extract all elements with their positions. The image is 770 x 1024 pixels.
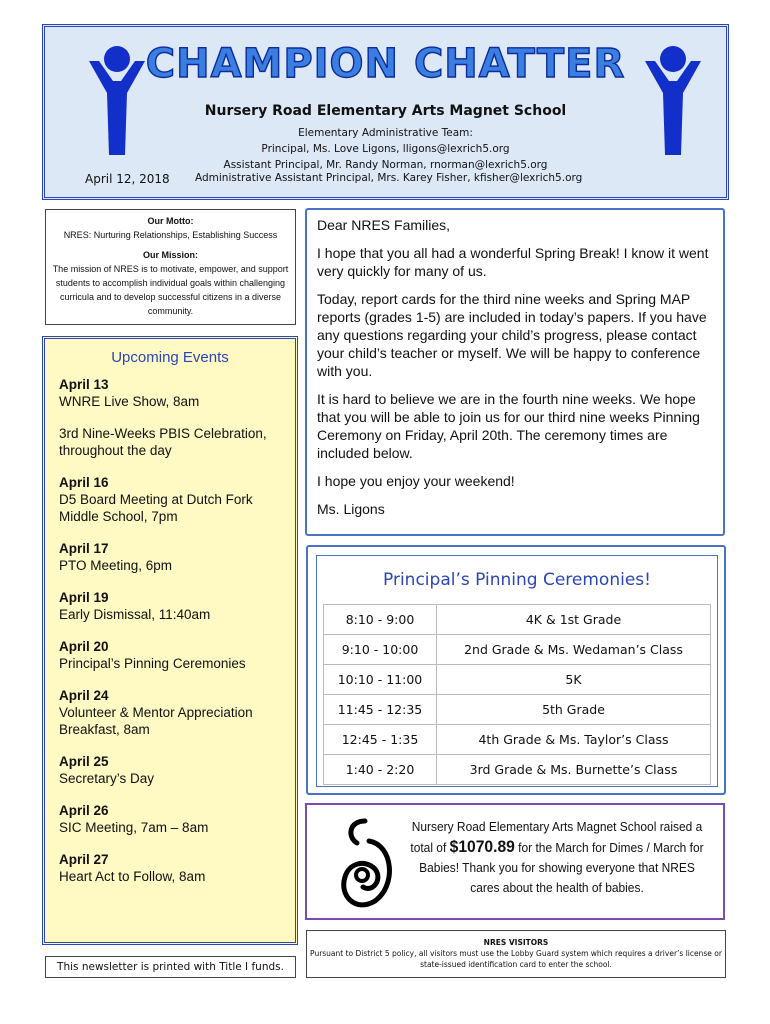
newsletter-title: CHAMPION CHATTER: [145, 41, 626, 87]
assistant-principal-line: Assistant Principal, Mr. Randy Norman, rnorman@lexrich5.org: [223, 159, 548, 171]
pinning-ceremonies-box: [306, 545, 726, 795]
motto-box: [45, 209, 296, 325]
mother-baby-logo-icon: [335, 815, 399, 911]
ceremony-group: 2nd Grade & Ms. Wedaman’s Class: [437, 635, 711, 665]
dimes-text-after: for the March for Dimes / March for Babies! Thank you for showing everyone that NRES cares about the health of babies.: [419, 840, 704, 895]
table-row: [324, 605, 711, 635]
dimes-message: [410, 817, 704, 898]
event-text: Heart Act to Follow, 8am: [59, 869, 206, 884]
ceremony-time: 11:45 - 12:35: [324, 695, 437, 725]
march-of-dimes-box: [305, 803, 725, 920]
principal-line: Principal, Ms. Love Ligons, lligons@lexrich5.org: [261, 143, 510, 155]
event-item: [59, 376, 287, 410]
event-text: Volunteer & Mentor Appreciation Breakfast, 8am: [59, 705, 253, 737]
ceremony-group: 5K: [437, 665, 711, 695]
motto-text: NRES: Nurturing Relationships, Establishing Success: [63, 230, 278, 240]
ceremony-group: 3rd Grade & Ms. Burnette’s Class: [437, 755, 711, 785]
letter-paragraph: Today, report cards for the third nine weeks and Spring MAP reports (grades 1-5) are included in today’s papers. If you have any questions regarding your child’s progress, please contact your child’s teacher or myself. We will be happy to conference with you.: [317, 291, 707, 379]
mission-text: The mission of NRES is to motivate, empower, and support students to accomplish individual goals within challenging curricula and to develop successful citizens in a diverse community.: [52, 264, 289, 316]
ceremony-time: 9:10 - 10:00: [324, 635, 437, 665]
table-row: [324, 725, 711, 755]
title-one-note: This newsletter is printed with Title I funds.: [45, 956, 296, 978]
event-item: [59, 851, 287, 885]
event-text: SIC Meeting, 7am – 8am: [59, 820, 209, 835]
letter-paragraph: I hope that you all had a wonderful Spring Break! I know it went very quickly for many of us.: [317, 245, 709, 279]
visitors-text: Pursuant to District 5 policy, all visitors must use the Lobby Guard system which requires a driver’s license or state-issued identification card to enter the school.: [310, 949, 722, 969]
ceremony-time: 8:10 - 9:00: [324, 605, 437, 635]
table-row: [324, 665, 711, 695]
event-date: April 16: [59, 475, 109, 490]
event-date: April 26: [59, 803, 109, 818]
ceremony-group: 4K & 1st Grade: [437, 605, 711, 635]
letter-paragraph: I hope you enjoy your weekend!: [317, 473, 515, 489]
admin-assistant-line: Administrative Assistant Principal, Mrs. Karey Fisher, kfisher@lexrich5.org: [195, 172, 583, 184]
principal-letter: [305, 208, 725, 536]
mission-heading: Our Mission:: [142, 250, 198, 260]
event-item: [59, 474, 287, 525]
event-item: [59, 687, 287, 738]
event-date: April 27: [59, 852, 109, 867]
event-date: April 19: [59, 590, 109, 605]
letter-paragraph: It is hard to believe we are in the fourth nine weeks. We hope that you will be able to join us for our third nine weeks Pinning Ceremony on Friday, April 20th. The ceremony times are included below.: [317, 391, 700, 461]
school-name: Nursery Road Elementary Arts Magnet School: [204, 103, 567, 119]
event-item: [59, 802, 287, 836]
event-item: [59, 638, 287, 672]
table-row: [324, 635, 711, 665]
table-row: [324, 755, 711, 785]
event-item: [59, 540, 287, 574]
issue-date: April 12, 2018: [85, 172, 170, 186]
event-date: April 17: [59, 541, 109, 556]
event-item: [59, 753, 287, 787]
event-item: [59, 589, 287, 623]
motto-heading: Our Motto:: [147, 216, 194, 226]
ceremony-group: 5th Grade: [437, 695, 711, 725]
ceremony-time: 10:10 - 11:00: [324, 665, 437, 695]
ceremonies-table: [323, 604, 711, 785]
event-date: April 24: [59, 688, 109, 703]
event-text: PTO Meeting, 6pm: [59, 558, 173, 573]
event-text: Secretary’s Day: [59, 771, 155, 786]
event-text: 3rd Nine-Weeks PBIS Celebration, throughout the day: [59, 426, 267, 458]
ceremonies-heading: Principal’s Pinning Ceremonies!: [383, 570, 651, 590]
visitors-notice: [306, 930, 726, 978]
event-item: [59, 425, 287, 459]
events-heading: Upcoming Events: [111, 349, 229, 366]
event-date: April 20: [59, 639, 109, 654]
letter-greeting: Dear NRES Families,: [317, 217, 451, 233]
dimes-amount: $1070.89: [449, 837, 515, 856]
event-date: April 25: [59, 754, 109, 769]
event-text: D5 Board Meeting at Dutch Fork Middle School, 7pm: [59, 492, 253, 524]
letter-signature: Ms. Ligons: [317, 501, 385, 517]
ceremony-time: 12:45 - 1:35: [324, 725, 437, 755]
event-text: WNRE Live Show, 8am: [59, 394, 200, 409]
ceremony-group: 4th Grade & Ms. Taylor’s Class: [437, 725, 711, 755]
events-list: [45, 376, 295, 885]
ceremony-time: 1:40 - 2:20: [324, 755, 437, 785]
event-date: April 13: [59, 377, 109, 392]
newsletter-header: [42, 24, 729, 200]
team-heading: Elementary Administrative Team:: [298, 127, 473, 139]
visitors-heading: NRES VISITORS: [483, 938, 549, 947]
event-text: Principal’s Pinning Ceremonies: [59, 656, 246, 671]
event-text: Early Dismissal, 11:40am: [59, 607, 211, 622]
dimes-text-before: Nursery Road Elementary Arts Magnet School raised a total of: [410, 819, 703, 855]
upcoming-events-box: [42, 336, 298, 945]
table-row: [324, 695, 711, 725]
ceremonies-inner-frame: [316, 555, 718, 787]
admin-team: [45, 125, 726, 173]
